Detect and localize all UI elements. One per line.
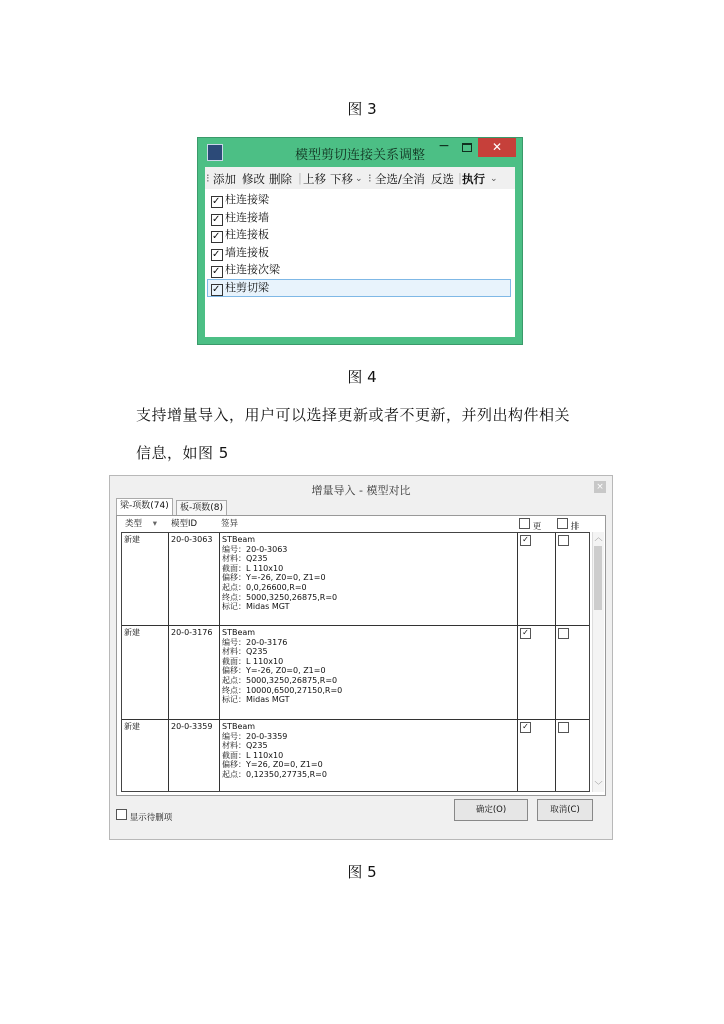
exclude-cell (556, 626, 590, 719)
update-checkbox[interactable]: ✓ (520, 535, 531, 546)
edit-button[interactable]: 修改 (242, 172, 265, 186)
scroll-up-icon[interactable]: ︿ (594, 533, 603, 542)
update-cell (518, 533, 556, 625)
table-row[interactable] (122, 626, 590, 720)
exclude-checkbox[interactable] (558, 628, 569, 639)
show-deleted-label: 显示待删项 (129, 813, 173, 823)
close-button[interactable]: × (594, 481, 606, 493)
rule-list (205, 189, 515, 337)
list-item[interactable] (211, 210, 269, 226)
move-down-button[interactable]: 下移 (330, 172, 353, 186)
signature-cell: STBeam 编号：20-0-3359 材料：Q235 截面：L 110x10 偏移：Y=26, Z0=0, Z1=0 起点：0,12350,27735,R=0 (220, 720, 518, 792)
figure-3-caption: 图 3 (347, 100, 377, 118)
checkbox[interactable]: ✓ (211, 214, 223, 226)
vertical-scrollbar[interactable] (592, 532, 604, 792)
checkbox[interactable]: ✓ (211, 266, 223, 278)
figure-5-caption: 图 5 (347, 863, 377, 881)
exclude-cell (556, 720, 590, 792)
maximize-button[interactable] (460, 140, 474, 154)
comparison-panel (116, 515, 606, 796)
tab-slabs[interactable]: 板-项数(8) (176, 500, 227, 516)
checkbox[interactable]: ✓ (211, 284, 223, 296)
item-label: 柱连接板 (225, 228, 269, 241)
maximize-icon (462, 143, 472, 152)
show-deleted-option[interactable] (116, 809, 172, 823)
invert-button[interactable]: 反选 (431, 172, 454, 186)
dialog-title: 增量导入 - 模型对比 (311, 484, 411, 497)
exclude-checkbox[interactable] (558, 722, 569, 733)
table-row[interactable] (122, 720, 590, 792)
column-header-exclude[interactable]: 排 (557, 518, 579, 530)
list-item-selected[interactable] (207, 279, 511, 297)
update-cell (518, 720, 556, 792)
separator: | (298, 171, 302, 185)
column-header-type[interactable]: 类型 ▾ (125, 519, 157, 529)
scroll-thumb[interactable] (594, 546, 602, 610)
update-cell (518, 626, 556, 719)
checkbox[interactable]: ✓ (211, 196, 223, 208)
id-cell: 20-0-3063 (169, 533, 220, 625)
window-title: 模型剪切连接关系调整 (294, 148, 425, 163)
exclude-all-checkbox[interactable] (557, 518, 568, 529)
item-label: 柱连接墙 (225, 211, 269, 224)
type-cell: 新建 (122, 626, 169, 719)
paragraph-line-1: 支持增量导入，用户可以选择更新或者不更新，并列出构件相关 (136, 406, 571, 424)
execute-button[interactable]: 执行 (462, 172, 485, 186)
figure-4-caption: 图 4 (347, 368, 377, 386)
ok-button[interactable]: 确定(O) (454, 799, 528, 821)
signature-cell: STBeam 编号：20-0-3063 材料：Q235 截面：L 110x10 偏移：Y=-26, Z0=0, Z1=0 起点：0,0,26600,R=0 终点：5000,3250,26875,R=0 标记：Midas MGT (220, 533, 518, 625)
overflow-chevron-icon[interactable]: ⌄ (490, 174, 498, 184)
comparison-table (121, 532, 590, 792)
exclude-checkbox[interactable] (558, 535, 569, 546)
column-header-id[interactable]: 模型ID (171, 519, 198, 529)
show-deleted-checkbox[interactable] (116, 809, 127, 820)
column-header-signature[interactable]: 签异 (221, 519, 239, 529)
type-cell: 新建 (122, 533, 169, 625)
checkbox[interactable]: ✓ (211, 231, 223, 243)
select-all-button[interactable]: 全选/全消 (375, 172, 425, 186)
column-header-update[interactable]: 更 (519, 518, 541, 530)
toolbar (205, 167, 515, 190)
move-up-button[interactable]: 上移 (303, 172, 326, 186)
table-row[interactable] (122, 533, 590, 626)
connection-adjust-window (197, 137, 523, 345)
minimize-button[interactable]: − (438, 138, 450, 154)
item-label: 柱剪切梁 (225, 281, 269, 294)
incremental-import-dialog (109, 475, 613, 840)
delete-button[interactable]: 删除 (269, 172, 292, 186)
id-cell: 20-0-3176 (169, 626, 220, 719)
exclude-cell (556, 533, 590, 625)
item-label: 柱连接梁 (225, 193, 269, 206)
grip-icon: ⁝ (368, 171, 372, 185)
item-label: 柱连接次梁 (225, 263, 280, 276)
item-label: 墙连接板 (225, 246, 269, 259)
checkbox[interactable]: ✓ (211, 249, 223, 261)
update-checkbox[interactable]: ✓ (520, 628, 531, 639)
separator: | (458, 171, 462, 185)
cancel-button[interactable]: 取消(C) (537, 799, 593, 821)
signature-cell: STBeam 编号：20-0-3176 材料：Q235 截面：L 110x10 偏移：Y=-26, Z0=0, Z1=0 起点：5000,3250,26875,R=0 终点：10000,6500,27150,R=0 标记：Midas MGT (220, 626, 518, 719)
list-item[interactable] (211, 262, 280, 278)
tab-beams[interactable]: 梁-项数(74) (116, 498, 173, 516)
add-button[interactable]: 添加 (213, 172, 236, 186)
id-cell: 20-0-3359 (169, 720, 220, 792)
sort-down-icon: ▾ (152, 519, 157, 529)
list-item[interactable] (211, 245, 269, 261)
scroll-down-icon[interactable]: ﹀ (594, 781, 603, 790)
close-button[interactable]: ✕ (478, 138, 516, 157)
overflow-chevron-icon[interactable]: ⌄ (355, 174, 363, 184)
list-item[interactable] (211, 192, 269, 208)
title-bar[interactable] (198, 138, 522, 166)
list-item[interactable] (211, 227, 269, 243)
update-checkbox[interactable]: ✓ (520, 722, 531, 733)
type-cell: 新建 (122, 720, 169, 792)
update-all-checkbox[interactable] (519, 518, 530, 529)
paragraph-line-2: 信息，如图 5 (136, 444, 229, 462)
grip-icon: ⁝ (206, 171, 210, 185)
